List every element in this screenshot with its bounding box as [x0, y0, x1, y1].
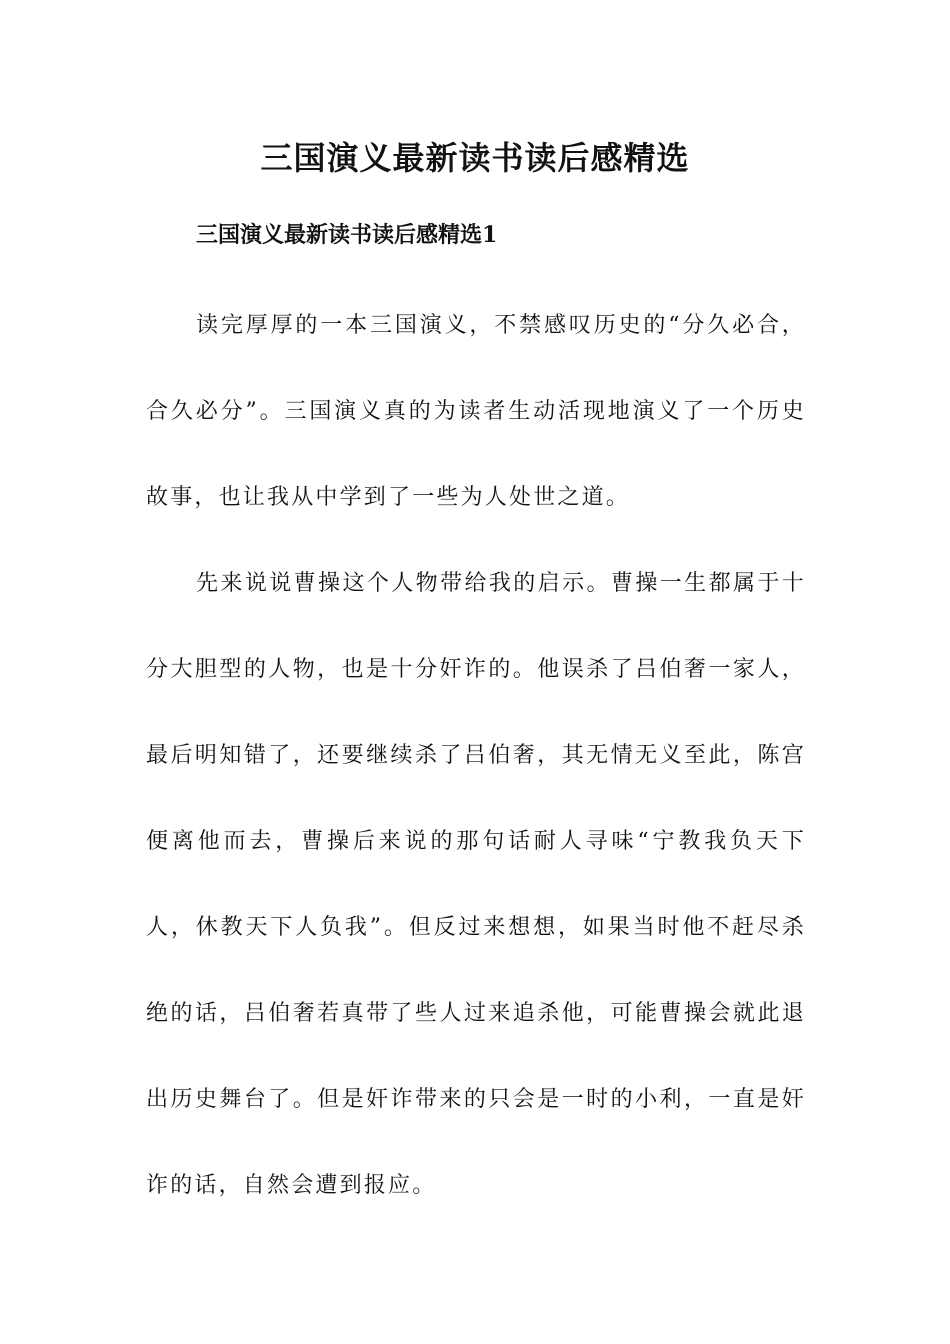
section-heading: 三国演义最新读书读后感精选1	[196, 222, 498, 248]
paragraph-1: 读完厚厚的一本三国演义，不禁感叹历史的“分久必合，合久必分”。三国演义真的为读者生动活现地演义了一个历史故事，也让我从中学到了一些为人处世之道。	[146, 313, 806, 510]
paragraph-2: 先来说说曹操这个人物带给我的启示。曹操一生都属于十分大胆型的人物，也是十分奸诈的。他误杀了吕伯奢一家人，最后明知错了，还要继续杀了吕伯奢，其无情无义至此，陈宫便离他而去，曹操后来说的那句话耐人寻味“宁教我负天下人，休教天下人负我”。但反过来想想，如果当时他不赶尽杀绝的话，吕伯奢若真带了些人过来追杀他，可能曹操会就此退出历史舞台了。但是奸诈带来的只会是一时的小利，一直是奸诈的话，自然会遭到报应。	[146, 571, 806, 1198]
document-title: 三国演义最新读书读后感精选	[260, 139, 690, 177]
document-body	[146, 283, 806, 1229]
